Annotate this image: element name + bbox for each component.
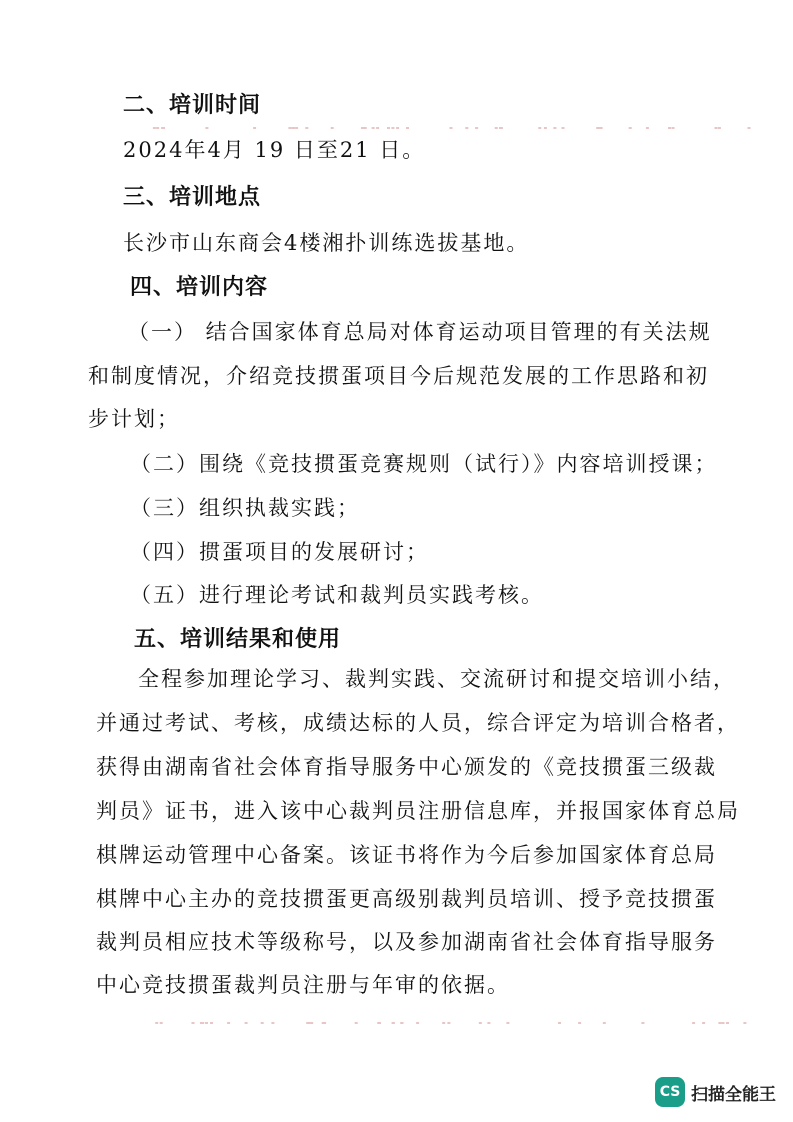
result-line: 棋牌中心主办的竞技掼蛋更高级别裁判员培训、授予竞技掼蛋 <box>96 887 717 911</box>
result-line: 判员》证书，进入该中心裁判员注册信息库，并报国家体育总局 <box>96 799 740 823</box>
location-text: 长沙市山东商会4楼湘扑训练选拔基地。 <box>123 231 530 255</box>
section-heading-location: 三、培训地点 <box>123 185 262 210</box>
content-line: （一） 结合国家体育总局对体育运动项目管理的有关法规 <box>128 320 712 344</box>
scan-noise-top <box>0 120 793 132</box>
result-line: 全程参加理论学习、裁判实践、交流研讨和提交培训小结， <box>138 667 736 691</box>
result-line: 中心竞技掼蛋裁判员注册与年审的依据。 <box>96 973 510 997</box>
scan-noise-bottom <box>0 1015 793 1027</box>
section-heading-content: 四、培训内容 <box>130 275 269 300</box>
camscanner-watermark <box>655 1076 776 1108</box>
result-line: 棋牌运动管理中心备案。该证书将作为今后参加国家体育总局 <box>96 843 717 867</box>
camscanner-logo-icon: CS <box>655 1077 685 1107</box>
content-line: （二）围绕《竞技掼蛋竞赛规则（试行）》内容培训授课； <box>130 452 718 476</box>
content-line: 步计划； <box>88 407 180 431</box>
content-line: （三）组织执裁实践； <box>130 496 360 520</box>
result-line: 获得由湖南省社会体育指导服务中心颁发的《竞技掼蛋三级裁 <box>96 755 717 779</box>
result-line: 并通过考试、考核，成绩达标的人员，综合评定为培训合格者， <box>96 711 740 735</box>
content-line: （四）掼蛋项目的发展研讨； <box>130 540 429 564</box>
section-heading-time: 二、培训时间 <box>123 93 262 118</box>
result-line: 裁判员相应技术等级称号，以及参加湖南省社会体育指导服务 <box>96 930 717 954</box>
content-line: 和制度情况，介绍竞技掼蛋项目今后规范发展的工作思路和初 <box>88 364 709 388</box>
section-heading-result: 五、培训结果和使用 <box>134 627 342 652</box>
camscanner-logo-text: 扫描全能王 <box>691 1084 776 1105</box>
time-text: 2024年4月 19 日至21 日。 <box>123 138 426 162</box>
content-line: （五）进行理论考试和裁判员实践考核。 <box>130 583 544 607</box>
